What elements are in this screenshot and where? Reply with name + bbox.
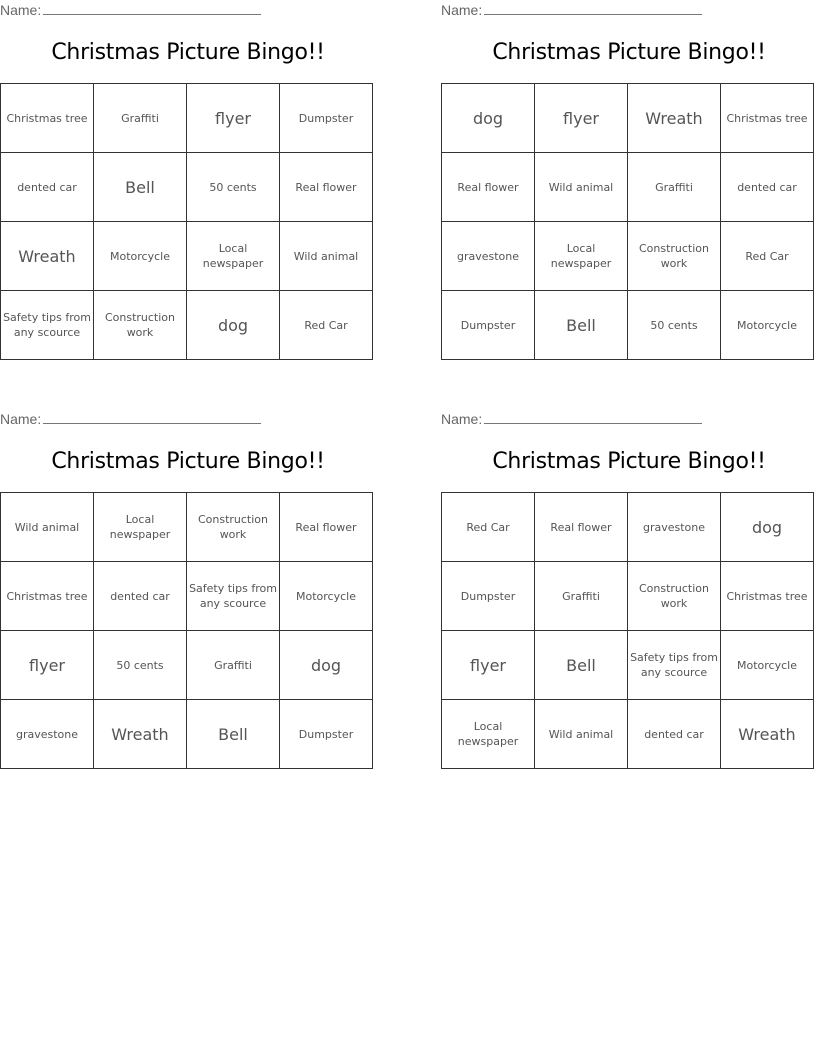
bingo-cell[interactable]: Bell — [535, 291, 628, 360]
grid-row — [1, 222, 373, 291]
bingo-cell[interactable]: Local newspaper — [442, 700, 535, 769]
name-blank-line[interactable] — [484, 2, 702, 15]
bingo-cell[interactable]: Dumpster — [280, 84, 373, 153]
bingo-cell[interactable]: dented car — [721, 153, 814, 222]
bingo-cell[interactable]: dented car — [628, 700, 721, 769]
name-blank-line[interactable] — [484, 411, 702, 424]
bingo-cell[interactable]: Real flower — [280, 153, 373, 222]
name-field[interactable] — [441, 2, 702, 18]
grid-row — [1, 153, 373, 222]
bingo-cell[interactable]: dog — [721, 493, 814, 562]
name-label: Name: — [441, 2, 483, 18]
bingo-cell[interactable]: Real flower — [280, 493, 373, 562]
grid-row — [1, 493, 373, 562]
bingo-cell[interactable]: Wreath — [1, 222, 94, 291]
card-title: Christmas Picture Bingo!! — [492, 40, 766, 65]
name-label: Name: — [0, 2, 42, 18]
name-label: Name: — [0, 411, 42, 427]
name-field[interactable] — [0, 411, 261, 427]
bingo-grid — [0, 492, 373, 769]
name-label: Name: — [441, 411, 483, 427]
bingo-cell[interactable]: gravestone — [628, 493, 721, 562]
bingo-cell[interactable]: Bell — [187, 700, 280, 769]
bingo-cell[interactable]: Local newspaper — [535, 222, 628, 291]
grid-row — [1, 84, 373, 153]
bingo-cell[interactable]: Construction work — [628, 222, 721, 291]
bingo-cell[interactable]: Wild animal — [535, 153, 628, 222]
card-title: Christmas Picture Bingo!! — [51, 449, 325, 474]
bingo-cell[interactable]: Red Car — [442, 493, 535, 562]
grid-row — [442, 493, 814, 562]
bingo-cell[interactable]: Motorcycle — [721, 291, 814, 360]
bingo-cell[interactable]: Graffiti — [628, 153, 721, 222]
bingo-card-4 — [441, 409, 816, 774]
grid-row — [1, 631, 373, 700]
grid-row — [442, 222, 814, 291]
bingo-cell[interactable]: Red Car — [721, 222, 814, 291]
grid-row — [442, 700, 814, 769]
bingo-grid — [441, 83, 814, 360]
bingo-cell[interactable]: 50 cents — [94, 631, 187, 700]
bingo-cell[interactable]: dented car — [94, 562, 187, 631]
bingo-card-3 — [0, 409, 376, 774]
grid-row — [442, 631, 814, 700]
name-field[interactable] — [0, 2, 261, 18]
bingo-cell[interactable]: 50 cents — [628, 291, 721, 360]
bingo-cell[interactable]: Wild animal — [1, 493, 94, 562]
bingo-cell[interactable]: Graffiti — [535, 562, 628, 631]
bingo-cell[interactable]: Wild animal — [535, 700, 628, 769]
bingo-cell[interactable]: Safety tips from any scource — [187, 562, 280, 631]
bingo-cell[interactable]: dented car — [1, 153, 94, 222]
bingo-cell[interactable]: Christmas tree — [1, 84, 94, 153]
bingo-cell[interactable]: dog — [442, 84, 535, 153]
grid-row — [1, 700, 373, 769]
bingo-cell[interactable]: Real flower — [442, 153, 535, 222]
card-title: Christmas Picture Bingo!! — [492, 449, 766, 474]
bingo-grid — [441, 492, 814, 769]
bingo-cell[interactable]: 50 cents — [187, 153, 280, 222]
bingo-cell[interactable]: Construction work — [187, 493, 280, 562]
grid-row — [442, 153, 814, 222]
grid-row — [1, 562, 373, 631]
bingo-cell[interactable]: flyer — [535, 84, 628, 153]
bingo-cell[interactable]: Wreath — [628, 84, 721, 153]
bingo-cell[interactable]: Wreath — [721, 700, 814, 769]
bingo-card-1 — [0, 0, 376, 365]
bingo-cell[interactable]: Dumpster — [280, 700, 373, 769]
grid-row — [442, 291, 814, 360]
bingo-cell[interactable]: flyer — [1, 631, 94, 700]
bingo-card-2 — [441, 0, 816, 365]
bingo-cell[interactable]: Christmas tree — [721, 562, 814, 631]
bingo-cell[interactable]: Dumpster — [442, 562, 535, 631]
bingo-cell[interactable]: Wild animal — [280, 222, 373, 291]
name-blank-line[interactable] — [43, 411, 261, 424]
bingo-cell[interactable]: flyer — [187, 84, 280, 153]
bingo-cell[interactable]: dog — [280, 631, 373, 700]
bingo-grid — [0, 83, 373, 360]
bingo-cell[interactable]: Christmas tree — [1, 562, 94, 631]
bingo-cell[interactable]: flyer — [442, 631, 535, 700]
bingo-cell[interactable]: Motorcycle — [94, 222, 187, 291]
bingo-cell[interactable]: Local newspaper — [187, 222, 280, 291]
bingo-cell[interactable]: Construction work — [94, 291, 187, 360]
bingo-cell[interactable]: Red Car — [280, 291, 373, 360]
bingo-cell[interactable]: Bell — [94, 153, 187, 222]
bingo-cell[interactable]: gravestone — [1, 700, 94, 769]
bingo-cell[interactable]: Safety tips from any scource — [1, 291, 94, 360]
grid-row — [442, 562, 814, 631]
bingo-cell[interactable]: Wreath — [94, 700, 187, 769]
bingo-cell[interactable]: Dumpster — [442, 291, 535, 360]
bingo-cell[interactable]: Graffiti — [94, 84, 187, 153]
name-field[interactable] — [441, 411, 702, 427]
bingo-cell[interactable]: Motorcycle — [280, 562, 373, 631]
bingo-cell[interactable]: Motorcycle — [721, 631, 814, 700]
bingo-cell[interactable]: Graffiti — [187, 631, 280, 700]
bingo-cell[interactable]: Safety tips from any scource — [628, 631, 721, 700]
bingo-cell[interactable]: Real flower — [535, 493, 628, 562]
bingo-cell[interactable]: gravestone — [442, 222, 535, 291]
grid-row — [1, 291, 373, 360]
name-blank-line[interactable] — [43, 2, 261, 15]
bingo-cell[interactable]: Construction work — [628, 562, 721, 631]
bingo-cell[interactable]: dog — [187, 291, 280, 360]
card-title: Christmas Picture Bingo!! — [51, 40, 325, 65]
bingo-cell[interactable]: Bell — [535, 631, 628, 700]
bingo-cell[interactable]: Christmas tree — [721, 84, 814, 153]
bingo-cell[interactable]: Local newspaper — [94, 493, 187, 562]
grid-row — [442, 84, 814, 153]
